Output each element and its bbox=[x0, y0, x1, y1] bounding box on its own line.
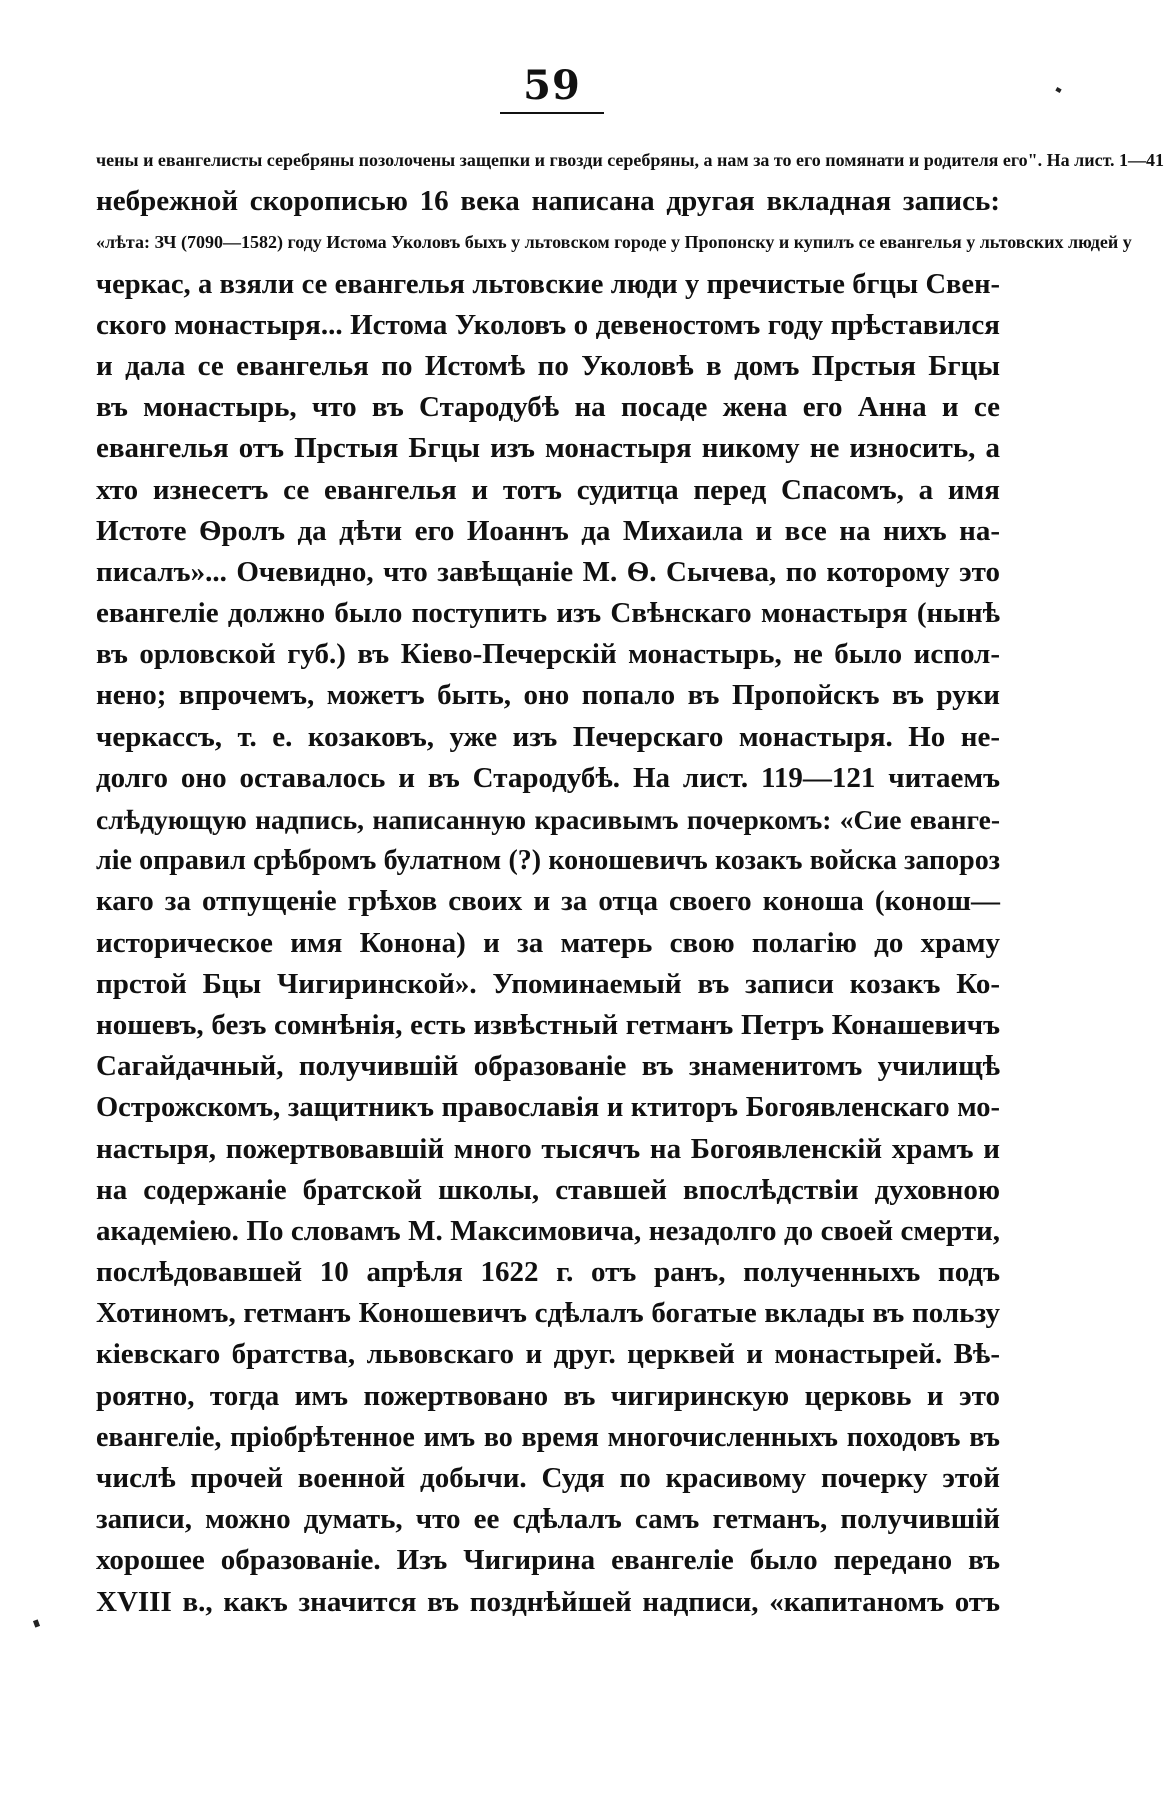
text-line: ского монастыря... Истома Уколовъ о девеностомъ году прѣставился bbox=[96, 308, 1000, 341]
text-line: на содержаніе братской школы, ставшей впослѣдствіи духовною bbox=[96, 1173, 1000, 1206]
text-line: и дала се евангелья по Истомѣ по Уколовѣ в домъ Прстыя Бгцы bbox=[96, 349, 1000, 382]
text-line: Сагайдачный, получившій образованіе въ знаменитомъ училищѣ bbox=[96, 1050, 1000, 1083]
text-line: академіею. По словамъ М. Максимовича, незадолго до своей смерти, bbox=[96, 1214, 1000, 1247]
text-line: XVIII в., какъ значится въ позднѣйшей надписи, «капитаномъ отъ bbox=[96, 1585, 1000, 1618]
text-line: евангелья отъ Прстыя Бгцы изъ монастыря никому не износить, а bbox=[96, 432, 1000, 465]
text-line: историческое имя Конона) и за матерь свою полагію до храму bbox=[96, 926, 1000, 959]
text-line: евангеліе, пріобрѣтенное имъ во время многочисленныхъ походовъ въ bbox=[96, 1421, 1000, 1453]
text-line: Истоте Ѳролъ да дѣти его Иоаннъ да Михаила и все на нихъ на- bbox=[96, 514, 1000, 547]
page-number: 59 bbox=[523, 62, 581, 109]
print-speck bbox=[33, 1619, 40, 1627]
text-body bbox=[96, 140, 1164, 1623]
page-number-rule bbox=[500, 112, 604, 114]
text-line: Острожскомъ, защитникъ православія и ктиторъ Богоявленскаго мо- bbox=[96, 1092, 1000, 1124]
text-line: «лѣта: ЗЧ (7090—1582) году Истома Уколовъ быхъ у льтовском городе у Пропонску и купилъ се евангелья у льтовских людей у bbox=[96, 232, 1132, 253]
text-line: записи, можно думать, что ее сдѣлалъ самъ гетманъ, получившій bbox=[96, 1503, 1000, 1536]
print-speck bbox=[1055, 87, 1061, 93]
text-line: черкассъ, т. е. козаковъ, уже изъ Печерскаго монастыря. Но не- bbox=[96, 720, 1000, 753]
text-line: долго оно оставалось и въ Стародубѣ. На лист. 119—121 читаемъ bbox=[96, 761, 1000, 794]
text-line: ношевъ, безъ сомнѣнія, есть извѣстный гетманъ Петръ Конашевичъ bbox=[96, 1008, 1000, 1041]
text-line: въ орловской губ.) въ Кіево-Печерскій монастырь, не было испол- bbox=[96, 638, 1000, 671]
text-line: черкас, а взяли се евангелья льтовские люди у пречистые бгцы Свен- bbox=[96, 268, 1000, 300]
text-line: хорошее образованіе. Изъ Чигирина евангеліе было передано въ bbox=[96, 1544, 1000, 1577]
text-line: кіевскаго братства, львовскаго и друг. церквей и монастырей. Вѣ- bbox=[96, 1338, 1000, 1371]
text-line: каго за отпущеніе грѣхов своих и за отца своего коноша (конош— bbox=[96, 885, 1000, 918]
text-line: ліе оправил срѣбромъ булатном (?) коношевичъ козакъ войска запороз bbox=[96, 845, 1000, 877]
text-line: небрежной скорописью 16 века написана другая вкладная запись: bbox=[96, 185, 1000, 218]
text-line: чены и евангелисты серебряны позолочены защепки и гвозди серебряны, а нам за то его помянати и родителя его". На лист. 1—41 bbox=[96, 150, 1164, 170]
text-line: послѣдовавшей 10 апрѣля 1622 г. отъ ранъ, полученныхъ подъ bbox=[96, 1256, 1000, 1289]
text-line: въ монастырь, что въ Стародубѣ на посаде жена его Анна и се bbox=[96, 391, 1000, 424]
text-line: хто изнесетъ се евангелья и тотъ судитца перед Спасомъ, а имя bbox=[96, 473, 1000, 506]
text-line: настыря, пожертвовавшій много тысячъ на Богоявленскій храмъ и bbox=[96, 1132, 1000, 1165]
text-line: нено; впрочемъ, можетъ быть, оно попало въ Пропойскъ въ руки bbox=[96, 679, 1000, 712]
text-line: Хотиномъ, гетманъ Коношевичъ сдѣлалъ богатые вклады въ пользу bbox=[96, 1297, 1000, 1330]
text-line: роятно, тогда имъ пожертвовано въ чигиринскую церковь и это bbox=[96, 1379, 1000, 1412]
text-line: слѣдующую надпись, написанную красивымъ почеркомъ: «Сие еванге- bbox=[96, 804, 1000, 835]
text-line: прстой Бцы Чигиринской». Упоминаемый въ записи козакъ Ко- bbox=[96, 967, 1000, 1000]
text-line: евангеліе должно было поступить изъ Свѣнскаго монастыря (нынѣ bbox=[96, 597, 1000, 630]
text-line: числѣ прочей военной добычи. Судя по красивому почерку этой bbox=[96, 1462, 1000, 1494]
text-line: писалъ»... Очевидно, что завѣщаніе М. Ѳ. Сычева, по которому это bbox=[96, 555, 1000, 588]
